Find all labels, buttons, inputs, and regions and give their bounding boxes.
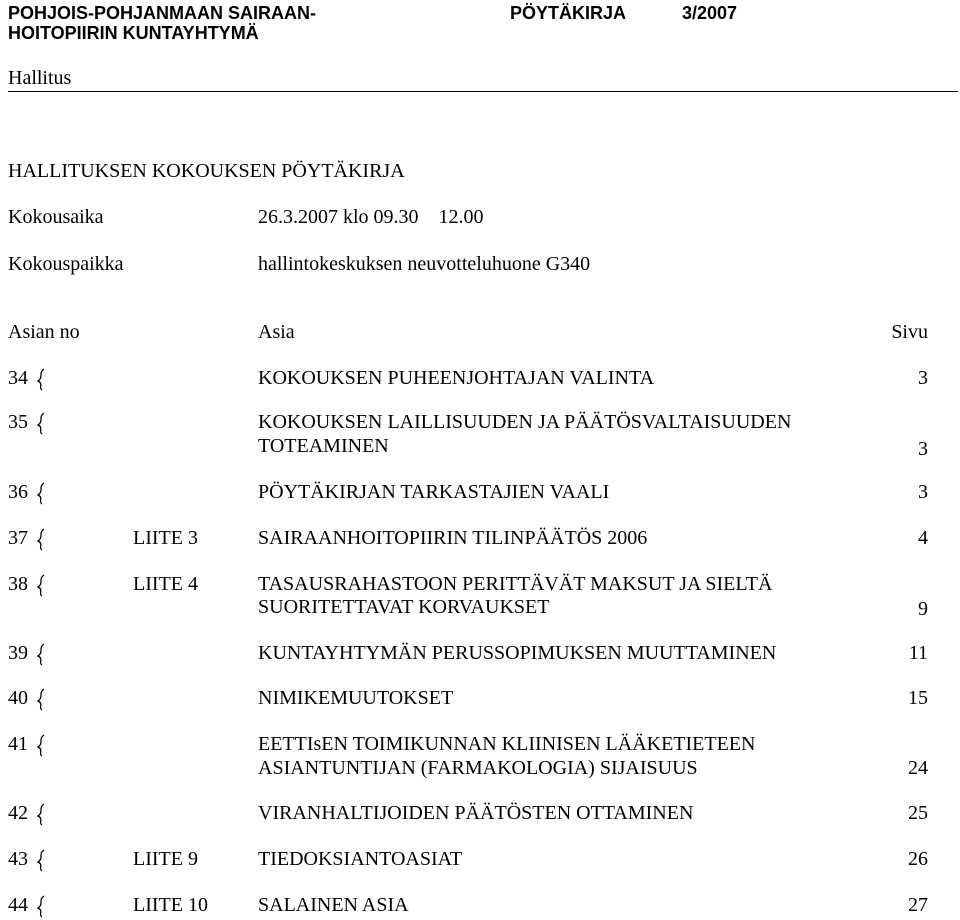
item-subject: NIMIKEMUUTOKSET [258, 687, 454, 709]
item-page: 24 [908, 757, 928, 779]
section-sign-icon [35, 894, 47, 918]
item-subject: EETTIsEN TOIMIKUNNAN KLIINISEN LÄÄKETIETEEN [258, 733, 756, 755]
column-header-page: Sivu [891, 321, 928, 343]
item-number: 35 [8, 411, 28, 433]
item-page: 27 [908, 894, 928, 916]
item-subject-continued: SUORITETTAVAT KORVAUKSET [258, 596, 550, 618]
item-number: 41 [8, 733, 28, 755]
item-page: 3 [918, 438, 928, 460]
item-page: 3 [918, 367, 928, 389]
document-type: PÖYTÄKIRJA [510, 3, 627, 23]
column-header-subject: Asia [258, 321, 295, 343]
section-sign-icon [35, 802, 47, 826]
item-number: 44 [8, 894, 28, 916]
section-sign-icon [35, 527, 47, 551]
header-rule [8, 91, 958, 92]
item-page: 11 [908, 642, 928, 664]
column-header-no: Asian no [8, 321, 80, 343]
item-subject: SALAINEN ASIA [258, 894, 409, 916]
item-page: 25 [908, 802, 928, 824]
item-number: 34 [8, 367, 28, 389]
item-appendix: LIITE 9 [133, 848, 198, 870]
section-sign-icon [35, 367, 47, 391]
item-subject: KUNTAYHTYMÄN PERUSSOPIMUKSEN MUUTTAMINEN [258, 642, 777, 664]
meeting-place-value: hallintokeskuksen neuvotteluhuone G340 [258, 253, 591, 275]
item-page: 4 [918, 527, 928, 549]
meeting-place-label: Kokouspaikka [8, 253, 124, 275]
item-subject: TASAUSRAHASTOON PERITTÄVÄT MAKSUT JA SIELTÄ [258, 573, 773, 595]
meeting-time-value: 26.3.2007 klo 09.30 12.00 [258, 206, 484, 228]
item-appendix: LIITE 10 [133, 894, 208, 916]
item-subject: SAIRAANHOITOPIIRIN TILINPÄÄTÖS 2006 [258, 527, 648, 549]
item-number: 42 [8, 802, 28, 824]
item-number: 40 [8, 687, 28, 709]
org-name-line1: POHJOIS-POHJANMAAN SAIRAAN- [8, 3, 317, 23]
item-subject: PÖYTÄKIRJAN TARKASTAJIEN VAALI [258, 481, 610, 503]
item-subject: TIEDOKSIANTOASIAT [258, 848, 463, 870]
item-page: 3 [918, 481, 928, 503]
body-name: Hallitus [8, 67, 72, 89]
item-appendix: LIITE 3 [133, 527, 198, 549]
item-number: 43 [8, 848, 28, 870]
item-page: 15 [908, 687, 928, 709]
item-number: 39 [8, 642, 28, 664]
item-subject: VIRANHALTIJOIDEN PÄÄTÖSTEN OTTAMINEN [258, 802, 694, 824]
item-subject: KOKOUKSEN PUHEENJOHTAJAN VALINTA [258, 367, 655, 389]
section-sign-icon [35, 411, 47, 435]
meeting-time-label: Kokousaika [8, 206, 104, 228]
section-sign-icon [35, 642, 47, 666]
item-subject-continued: ASIANTUNTIJAN (FARMAKOLOGIA) SIJAISUUS [258, 757, 698, 779]
section-sign-icon [35, 687, 47, 711]
item-number: 38 [8, 573, 28, 595]
item-page: 9 [918, 598, 928, 620]
item-subject-continued: TOTEAMINEN [258, 435, 389, 457]
item-page: 26 [908, 848, 928, 870]
org-name-line2: HOITOPIIRIN KUNTAYHTYMÄ [8, 23, 259, 43]
item-number: 36 [8, 481, 28, 503]
item-subject: KOKOUKSEN LAILLISUUDEN JA PÄÄTÖSVALTAISUUDEN [258, 411, 792, 433]
item-number: 37 [8, 527, 28, 549]
section-sign-icon [35, 733, 47, 757]
section-sign-icon [35, 573, 47, 597]
page-title: HALLITUKSEN KOKOUKSEN PÖYTÄKIRJA [8, 160, 405, 182]
item-appendix: LIITE 4 [133, 573, 198, 595]
section-sign-icon [35, 481, 47, 505]
section-sign-icon [35, 848, 47, 872]
document-number: 3/2007 [682, 3, 738, 23]
